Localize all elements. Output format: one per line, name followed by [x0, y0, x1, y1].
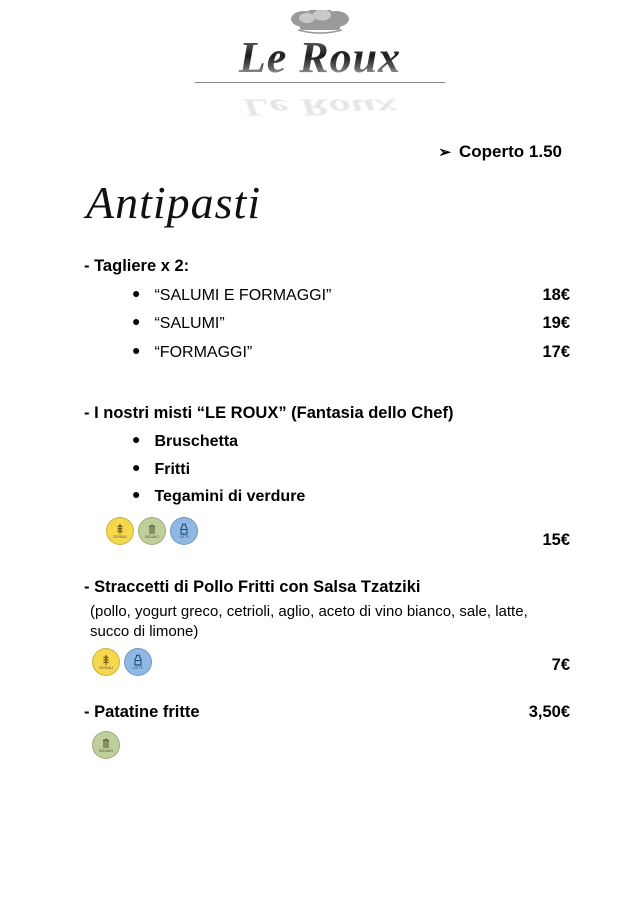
logo-underline — [195, 82, 445, 83]
menu-item-title — [84, 402, 570, 426]
menu-item-name: - Straccetti di Pollo Fritti con Salsa Tzatziki — [84, 577, 421, 596]
allergen-caption: CEREALI — [98, 666, 114, 671]
arrow-bullet-icon: ➢ — [438, 143, 452, 161]
bullet-icon: ● — [132, 284, 141, 301]
menu-sub-items — [84, 428, 570, 511]
sub-item-label: Tegamini di verdure — [154, 488, 306, 506]
sub-item-label: “SALUMI” — [154, 315, 225, 333]
menu-item-price: 3,50€ — [528, 703, 570, 722]
spacer — [84, 681, 570, 701]
restaurant-logo — [0, 0, 640, 130]
logo-inner — [195, 10, 445, 129]
menu-item-name: - Patatine fritte — [84, 703, 200, 722]
allergen-list — [84, 731, 570, 759]
menu-group-misti — [84, 402, 570, 549]
logo-wordmark: Le Roux — [195, 36, 445, 80]
allergen-caption: CEREALI — [112, 534, 128, 539]
coperto-label: Coperto 1.50 — [459, 142, 562, 161]
bullet-icon: ● — [132, 486, 141, 503]
menu-content — [84, 255, 570, 765]
bullet-icon: ● — [132, 431, 141, 448]
page-title: Antipasti — [86, 177, 262, 228]
sub-item-price: 18€ — [542, 285, 570, 304]
list-item — [132, 456, 570, 484]
sub-item-price: 19€ — [542, 314, 570, 333]
list-item — [132, 309, 570, 338]
menu-group-tagliere — [84, 255, 570, 366]
bullet-icon: ● — [132, 341, 141, 358]
menu-group-patatine — [84, 701, 570, 759]
menu-item-title — [84, 701, 570, 725]
menu-item-price: 15€ — [542, 530, 570, 549]
menu-item-description: (pollo, yogurt greco, cetrioli, aglio, aceto di vino bianco, sale, latte, succo di limone) — [90, 602, 528, 641]
bullet-icon: ● — [132, 313, 141, 330]
bullet-icon: ● — [132, 458, 141, 475]
menu-item-title — [84, 255, 570, 279]
menu-group-straccetti — [84, 576, 570, 675]
sub-item-price: 17€ — [542, 342, 570, 361]
gluten-allergen-icon — [106, 517, 134, 545]
list-item — [132, 428, 570, 456]
menu-item-name: - I nostri misti “LE ROUX” (Fantasia dello Chef) — [84, 404, 454, 423]
list-item — [132, 483, 570, 511]
group-price-row — [84, 656, 570, 675]
sub-item-label: “FORMAGGI” — [154, 343, 253, 361]
spacer — [84, 556, 570, 576]
coperto-line — [438, 142, 562, 162]
list-item — [132, 338, 570, 367]
list-item — [132, 281, 570, 310]
celery-allergen-icon — [92, 731, 120, 759]
allergen-caption: LATTE — [178, 534, 190, 539]
milk-allergen-icon — [170, 517, 198, 545]
menu-item-title — [84, 576, 570, 600]
celery-allergen-icon — [138, 517, 166, 545]
menu-sub-items — [84, 281, 570, 367]
allergen-caption: SEDANO — [98, 749, 114, 754]
menu-item-name: - Tagliere x 2: — [84, 257, 190, 275]
spacer — [84, 372, 570, 402]
menu-item-price: 7€ — [551, 656, 570, 675]
sub-item-label: “SALUMI E FORMAGGI” — [154, 286, 332, 304]
chef-hat-icon — [260, 10, 380, 36]
logo-reflection: Le Roux — [242, 93, 398, 121]
sub-item-label: Bruschetta — [154, 433, 239, 451]
allergen-caption: SEDANO — [144, 534, 160, 539]
sub-item-label: Fritti — [154, 460, 191, 478]
allergen-caption: LATTE — [132, 666, 144, 671]
